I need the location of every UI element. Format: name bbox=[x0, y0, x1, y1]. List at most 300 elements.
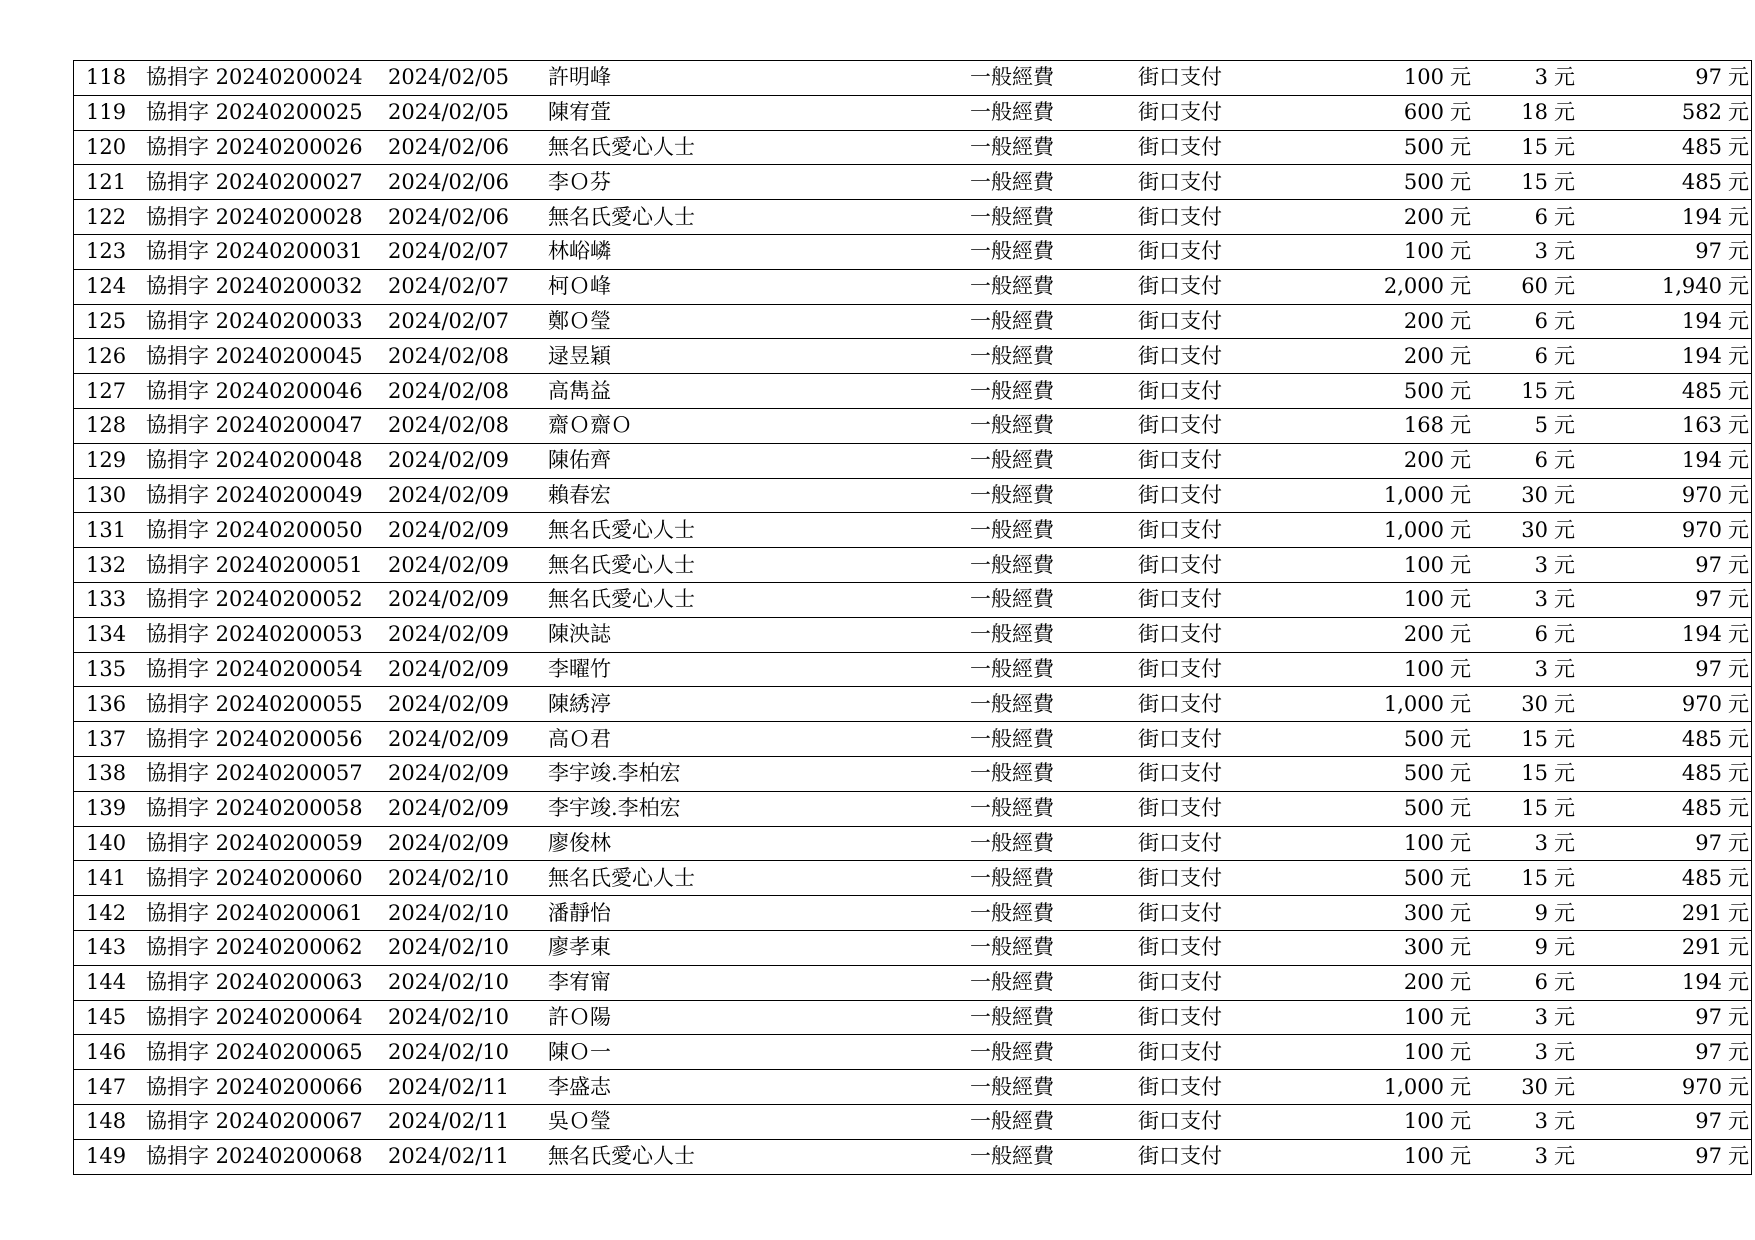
net-amount-cell bbox=[1589, 234, 1752, 269]
net-amount-cell bbox=[1589, 652, 1752, 687]
donor-name: 陳Ｏ一 bbox=[548, 1039, 611, 1064]
donation-amount-cell bbox=[1316, 478, 1486, 513]
receipt-number-cell bbox=[146, 548, 388, 583]
fund-category: 一般經費 bbox=[970, 935, 1054, 960]
donor-name-cell bbox=[548, 478, 970, 513]
currency-unit: 元 bbox=[1554, 796, 1575, 821]
payment-method-cell bbox=[1138, 234, 1316, 269]
net-amount: 485 bbox=[1681, 134, 1722, 159]
currency-unit: 元 bbox=[1728, 830, 1749, 855]
fund-category-cell bbox=[970, 687, 1138, 722]
donor-name: 無名氏愛心人士 bbox=[548, 204, 695, 229]
donation-date-cell bbox=[388, 165, 548, 200]
fee-amount: 3 bbox=[1534, 65, 1548, 90]
donation-ledger-table bbox=[73, 60, 1752, 1175]
donor-name: 陳綉渟 bbox=[548, 691, 611, 716]
donor-name: 李宇竣.李柏宏 bbox=[548, 796, 681, 821]
net-amount: 485 bbox=[1681, 796, 1722, 821]
currency-unit: 元 bbox=[1450, 587, 1471, 612]
donor-name: 許明峰 bbox=[548, 65, 611, 90]
fund-category: 一般經費 bbox=[970, 865, 1054, 890]
donation-amount: 300 bbox=[1403, 935, 1444, 960]
row-number-cell bbox=[74, 408, 147, 443]
row-number: 140 bbox=[86, 830, 127, 855]
payment-method-cell bbox=[1138, 1000, 1316, 1035]
currency-unit: 元 bbox=[1554, 900, 1575, 925]
donation-date-cell bbox=[388, 478, 548, 513]
currency-unit: 元 bbox=[1554, 1144, 1575, 1169]
fee-amount: 3 bbox=[1534, 239, 1548, 264]
donation-date-cell bbox=[388, 965, 548, 1000]
payment-method-cell bbox=[1138, 896, 1316, 931]
currency-unit: 元 bbox=[1554, 274, 1575, 299]
donation-date: 2024/02/11 bbox=[388, 1074, 510, 1099]
net-amount: 97 bbox=[1695, 1144, 1722, 1169]
donation-amount-cell bbox=[1316, 652, 1486, 687]
receipt-number-cell bbox=[146, 1070, 388, 1105]
currency-unit: 元 bbox=[1554, 134, 1575, 159]
currency-unit: 元 bbox=[1554, 65, 1575, 90]
fund-category: 一般經費 bbox=[970, 552, 1054, 577]
donation-amount-cell bbox=[1316, 408, 1486, 443]
donor-name-cell bbox=[548, 687, 970, 722]
fee-amount-cell bbox=[1486, 478, 1589, 513]
receipt-number: 協捐字 20240200032 bbox=[146, 274, 363, 299]
row-number: 130 bbox=[86, 482, 127, 507]
fund-category: 一般經費 bbox=[970, 413, 1054, 438]
payment-method-cell bbox=[1138, 826, 1316, 861]
fund-category: 一般經費 bbox=[970, 1004, 1054, 1029]
donation-date: 2024/02/09 bbox=[388, 830, 510, 855]
donor-name-cell bbox=[548, 443, 970, 478]
fee-amount: 6 bbox=[1534, 622, 1548, 647]
donation-date-cell bbox=[388, 756, 548, 791]
fund-category: 一般經費 bbox=[970, 517, 1054, 542]
donor-name-cell bbox=[548, 896, 970, 931]
receipt-number-cell bbox=[146, 408, 388, 443]
payment-method-cell bbox=[1138, 130, 1316, 165]
donation-amount-cell bbox=[1316, 374, 1486, 409]
currency-unit: 元 bbox=[1450, 1074, 1471, 1099]
net-amount-cell bbox=[1589, 304, 1752, 339]
donation-date-cell bbox=[388, 304, 548, 339]
net-amount: 970 bbox=[1681, 691, 1722, 716]
payment-method: 街口支付 bbox=[1138, 970, 1222, 995]
payment-method: 街口支付 bbox=[1138, 448, 1222, 473]
fee-amount-cell bbox=[1486, 1035, 1589, 1070]
donor-name: 無名氏愛心人士 bbox=[548, 587, 695, 612]
payment-method: 街口支付 bbox=[1138, 65, 1222, 90]
donation-date-cell bbox=[388, 582, 548, 617]
currency-unit: 元 bbox=[1728, 900, 1749, 925]
donation-date-cell bbox=[388, 791, 548, 826]
donation-amount-cell bbox=[1316, 722, 1486, 757]
receipt-number: 協捐字 20240200054 bbox=[146, 656, 363, 681]
donation-amount: 100 bbox=[1403, 239, 1444, 264]
donation-amount: 200 bbox=[1403, 448, 1444, 473]
fee-amount-cell bbox=[1486, 930, 1589, 965]
net-amount: 970 bbox=[1681, 1074, 1722, 1099]
net-amount: 97 bbox=[1695, 65, 1722, 90]
payment-method-cell bbox=[1138, 408, 1316, 443]
donor-name-cell bbox=[548, 1035, 970, 1070]
fund-category-cell bbox=[970, 234, 1138, 269]
donation-amount: 1,000 bbox=[1383, 482, 1444, 507]
fee-amount-cell bbox=[1486, 269, 1589, 304]
row-number-cell bbox=[74, 582, 147, 617]
donation-date: 2024/02/06 bbox=[388, 134, 510, 159]
payment-method: 街口支付 bbox=[1138, 308, 1222, 333]
table-row bbox=[74, 1104, 1752, 1139]
net-amount-cell bbox=[1589, 130, 1752, 165]
fee-amount-cell bbox=[1486, 1104, 1589, 1139]
donation-date: 2024/02/09 bbox=[388, 552, 510, 577]
fund-category-cell bbox=[970, 339, 1138, 374]
donation-date: 2024/02/07 bbox=[388, 308, 510, 333]
fee-amount-cell bbox=[1486, 1139, 1589, 1174]
donation-date-cell bbox=[388, 234, 548, 269]
table-row bbox=[74, 756, 1752, 791]
table-row bbox=[74, 374, 1752, 409]
currency-unit: 元 bbox=[1450, 622, 1471, 647]
currency-unit: 元 bbox=[1554, 413, 1575, 438]
net-amount: 194 bbox=[1681, 970, 1722, 995]
receipt-number-cell bbox=[146, 130, 388, 165]
row-number: 122 bbox=[86, 204, 127, 229]
currency-unit: 元 bbox=[1554, 239, 1575, 264]
donation-amount: 100 bbox=[1403, 1144, 1444, 1169]
donation-amount: 100 bbox=[1403, 830, 1444, 855]
fund-category: 一般經費 bbox=[970, 970, 1054, 995]
currency-unit: 元 bbox=[1450, 761, 1471, 786]
currency-unit: 元 bbox=[1450, 1109, 1471, 1134]
net-amount: 97 bbox=[1695, 1004, 1722, 1029]
currency-unit: 元 bbox=[1554, 378, 1575, 403]
donor-name-cell bbox=[548, 234, 970, 269]
row-number: 124 bbox=[86, 274, 127, 299]
donation-amount-cell bbox=[1316, 861, 1486, 896]
currency-unit: 元 bbox=[1728, 865, 1749, 890]
currency-unit: 元 bbox=[1728, 343, 1749, 368]
payment-method-cell bbox=[1138, 861, 1316, 896]
donation-amount-cell bbox=[1316, 165, 1486, 200]
donor-name: 潘靜怡 bbox=[548, 900, 611, 925]
net-amount-cell bbox=[1589, 478, 1752, 513]
payment-method: 街口支付 bbox=[1138, 1004, 1222, 1029]
fee-amount-cell bbox=[1486, 1000, 1589, 1035]
fee-amount-cell bbox=[1486, 896, 1589, 931]
currency-unit: 元 bbox=[1728, 1144, 1749, 1169]
donation-amount-cell bbox=[1316, 791, 1486, 826]
fund-category-cell bbox=[970, 61, 1138, 96]
row-number-cell bbox=[74, 965, 147, 1000]
donor-name-cell bbox=[548, 165, 970, 200]
row-number: 127 bbox=[86, 378, 127, 403]
currency-unit: 元 bbox=[1728, 726, 1749, 751]
donation-amount-cell bbox=[1316, 1000, 1486, 1035]
payment-method: 街口支付 bbox=[1138, 100, 1222, 125]
row-number: 133 bbox=[86, 587, 127, 612]
donation-amount: 200 bbox=[1403, 204, 1444, 229]
donor-name: 李曜竹 bbox=[548, 656, 611, 681]
fund-category: 一般經費 bbox=[970, 796, 1054, 821]
net-amount: 194 bbox=[1681, 204, 1722, 229]
receipt-number-cell bbox=[146, 513, 388, 548]
payment-method: 街口支付 bbox=[1138, 413, 1222, 438]
receipt-number: 協捐字 20240200064 bbox=[146, 1004, 363, 1029]
currency-unit: 元 bbox=[1554, 100, 1575, 125]
row-number: 128 bbox=[86, 413, 127, 438]
donor-name-cell bbox=[548, 617, 970, 652]
donation-amount-cell bbox=[1316, 304, 1486, 339]
fund-category-cell bbox=[970, 1139, 1138, 1174]
currency-unit: 元 bbox=[1728, 970, 1749, 995]
row-number-cell bbox=[74, 1104, 147, 1139]
fund-category-cell bbox=[970, 652, 1138, 687]
fee-amount-cell bbox=[1486, 722, 1589, 757]
donation-amount-cell bbox=[1316, 965, 1486, 1000]
fund-category: 一般經費 bbox=[970, 656, 1054, 681]
fee-amount: 3 bbox=[1534, 552, 1548, 577]
payment-method: 街口支付 bbox=[1138, 830, 1222, 855]
donation-amount-cell bbox=[1316, 687, 1486, 722]
payment-method-cell bbox=[1138, 548, 1316, 583]
row-number: 131 bbox=[86, 517, 127, 542]
payment-method: 街口支付 bbox=[1138, 1144, 1222, 1169]
donation-amount: 500 bbox=[1403, 169, 1444, 194]
receipt-number-cell bbox=[146, 95, 388, 130]
payment-method: 街口支付 bbox=[1138, 343, 1222, 368]
payment-method-cell bbox=[1138, 165, 1316, 200]
fund-category-cell bbox=[970, 408, 1138, 443]
row-number: 139 bbox=[86, 796, 127, 821]
payment-method-cell bbox=[1138, 200, 1316, 235]
donation-amount-cell bbox=[1316, 339, 1486, 374]
net-amount-cell bbox=[1589, 1000, 1752, 1035]
net-amount: 97 bbox=[1695, 1109, 1722, 1134]
payment-method: 街口支付 bbox=[1138, 239, 1222, 264]
fund-category: 一般經費 bbox=[970, 761, 1054, 786]
net-amount: 194 bbox=[1681, 622, 1722, 647]
donation-date: 2024/02/05 bbox=[388, 65, 510, 90]
fund-category: 一般經費 bbox=[970, 204, 1054, 229]
fund-category-cell bbox=[970, 826, 1138, 861]
donation-amount: 100 bbox=[1403, 552, 1444, 577]
currency-unit: 元 bbox=[1728, 169, 1749, 194]
donation-amount: 500 bbox=[1403, 134, 1444, 159]
donor-name-cell bbox=[548, 1070, 970, 1105]
donor-name: 林峪嶙 bbox=[548, 239, 611, 264]
payment-method: 街口支付 bbox=[1138, 204, 1222, 229]
donor-name-cell bbox=[548, 130, 970, 165]
table-row bbox=[74, 617, 1752, 652]
donor-name: 吳Ｏ瑩 bbox=[548, 1109, 611, 1134]
donor-name-cell bbox=[548, 269, 970, 304]
currency-unit: 元 bbox=[1728, 587, 1749, 612]
fee-amount: 3 bbox=[1534, 1109, 1548, 1134]
row-number: 136 bbox=[86, 691, 127, 716]
fee-amount: 5 bbox=[1534, 413, 1548, 438]
net-amount: 291 bbox=[1681, 900, 1722, 925]
currency-unit: 元 bbox=[1728, 552, 1749, 577]
fee-amount: 15 bbox=[1521, 169, 1548, 194]
donation-amount: 1,000 bbox=[1383, 517, 1444, 542]
fund-category-cell bbox=[970, 513, 1138, 548]
fee-amount-cell bbox=[1486, 826, 1589, 861]
donor-name-cell bbox=[548, 374, 970, 409]
receipt-number: 協捐字 20240200027 bbox=[146, 169, 363, 194]
receipt-number: 協捐字 20240200047 bbox=[146, 413, 363, 438]
fund-category: 一般經費 bbox=[970, 65, 1054, 90]
donation-amount-cell bbox=[1316, 95, 1486, 130]
fund-category: 一般經費 bbox=[970, 726, 1054, 751]
fee-amount-cell bbox=[1486, 200, 1589, 235]
fee-amount-cell bbox=[1486, 443, 1589, 478]
donation-date: 2024/02/11 bbox=[388, 1109, 510, 1134]
donation-amount-cell bbox=[1316, 930, 1486, 965]
fund-category-cell bbox=[970, 896, 1138, 931]
fee-amount-cell bbox=[1486, 408, 1589, 443]
receipt-number: 協捐字 20240200024 bbox=[146, 65, 363, 90]
fee-amount-cell bbox=[1486, 61, 1589, 96]
currency-unit: 元 bbox=[1450, 343, 1471, 368]
table-row bbox=[74, 896, 1752, 931]
fund-category-cell bbox=[970, 478, 1138, 513]
receipt-number-cell bbox=[146, 930, 388, 965]
donation-date: 2024/02/08 bbox=[388, 378, 510, 403]
donation-amount: 300 bbox=[1403, 900, 1444, 925]
donation-date: 2024/02/09 bbox=[388, 796, 510, 821]
table-row bbox=[74, 478, 1752, 513]
net-amount: 97 bbox=[1695, 239, 1722, 264]
donation-date: 2024/02/06 bbox=[388, 204, 510, 229]
receipt-number-cell bbox=[146, 234, 388, 269]
currency-unit: 元 bbox=[1728, 308, 1749, 333]
receipt-number-cell bbox=[146, 861, 388, 896]
donation-amount: 100 bbox=[1403, 1109, 1444, 1134]
payment-method-cell bbox=[1138, 722, 1316, 757]
fund-category: 一般經費 bbox=[970, 622, 1054, 647]
currency-unit: 元 bbox=[1450, 169, 1471, 194]
table-row bbox=[74, 304, 1752, 339]
row-number-cell bbox=[74, 791, 147, 826]
donor-name-cell bbox=[548, 513, 970, 548]
table-row bbox=[74, 513, 1752, 548]
row-number: 145 bbox=[86, 1004, 127, 1029]
net-amount: 970 bbox=[1681, 517, 1722, 542]
currency-unit: 元 bbox=[1554, 970, 1575, 995]
fund-category-cell bbox=[970, 374, 1138, 409]
fund-category-cell bbox=[970, 269, 1138, 304]
donation-date-cell bbox=[388, 443, 548, 478]
payment-method: 街口支付 bbox=[1138, 935, 1222, 960]
payment-method-cell bbox=[1138, 791, 1316, 826]
fee-amount: 18 bbox=[1521, 100, 1548, 125]
receipt-number-cell bbox=[146, 1139, 388, 1174]
donation-date-cell bbox=[388, 930, 548, 965]
payment-method-cell bbox=[1138, 339, 1316, 374]
fee-amount-cell bbox=[1486, 861, 1589, 896]
donation-amount-cell bbox=[1316, 756, 1486, 791]
payment-method-cell bbox=[1138, 1070, 1316, 1105]
fee-amount: 3 bbox=[1534, 587, 1548, 612]
donor-name: 高雋益 bbox=[548, 378, 611, 403]
fund-category-cell bbox=[970, 443, 1138, 478]
currency-unit: 元 bbox=[1728, 656, 1749, 681]
receipt-number: 協捐字 20240200055 bbox=[146, 691, 363, 716]
payment-method-cell bbox=[1138, 513, 1316, 548]
donation-amount: 1,000 bbox=[1383, 691, 1444, 716]
receipt-number: 協捐字 20240200067 bbox=[146, 1109, 363, 1134]
receipt-number-cell bbox=[146, 791, 388, 826]
fee-amount: 3 bbox=[1534, 1004, 1548, 1029]
row-number-cell bbox=[74, 130, 147, 165]
row-number-cell bbox=[74, 896, 147, 931]
net-amount: 485 bbox=[1681, 169, 1722, 194]
row-number-cell bbox=[74, 756, 147, 791]
donation-amount: 2,000 bbox=[1383, 274, 1444, 299]
currency-unit: 元 bbox=[1554, 865, 1575, 890]
donor-name-cell bbox=[548, 826, 970, 861]
table-row bbox=[74, 1000, 1752, 1035]
fee-amount: 60 bbox=[1521, 274, 1548, 299]
donation-date: 2024/02/08 bbox=[388, 343, 510, 368]
currency-unit: 元 bbox=[1554, 1004, 1575, 1029]
donation-date: 2024/02/09 bbox=[388, 448, 510, 473]
currency-unit: 元 bbox=[1554, 169, 1575, 194]
donor-name-cell bbox=[548, 95, 970, 130]
receipt-number-cell bbox=[146, 165, 388, 200]
table-row bbox=[74, 861, 1752, 896]
row-number: 125 bbox=[86, 308, 127, 333]
fund-category-cell bbox=[970, 791, 1138, 826]
net-amount-cell bbox=[1589, 582, 1752, 617]
net-amount-cell bbox=[1589, 339, 1752, 374]
donation-date: 2024/02/10 bbox=[388, 900, 510, 925]
payment-method: 街口支付 bbox=[1138, 274, 1222, 299]
donation-date: 2024/02/10 bbox=[388, 1039, 510, 1064]
fund-category-cell bbox=[970, 965, 1138, 1000]
receipt-number: 協捐字 20240200058 bbox=[146, 796, 363, 821]
row-number-cell bbox=[74, 200, 147, 235]
fee-amount: 15 bbox=[1521, 134, 1548, 159]
payment-method-cell bbox=[1138, 1104, 1316, 1139]
fund-category: 一般經費 bbox=[970, 100, 1054, 125]
receipt-number: 協捐字 20240200065 bbox=[146, 1039, 363, 1064]
row-number: 147 bbox=[86, 1074, 127, 1099]
donor-name: 無名氏愛心人士 bbox=[548, 1144, 695, 1169]
fund-category: 一般經費 bbox=[970, 1074, 1054, 1099]
donor-name: 李盛志 bbox=[548, 1074, 611, 1099]
fund-category: 一般經費 bbox=[970, 239, 1054, 264]
fund-category-cell bbox=[970, 756, 1138, 791]
receipt-number-cell bbox=[146, 687, 388, 722]
donation-amount-cell bbox=[1316, 1104, 1486, 1139]
currency-unit: 元 bbox=[1450, 935, 1471, 960]
row-number: 132 bbox=[86, 552, 127, 577]
table-row bbox=[74, 339, 1752, 374]
donation-amount-cell bbox=[1316, 1070, 1486, 1105]
payment-method-cell bbox=[1138, 1139, 1316, 1174]
currency-unit: 元 bbox=[1554, 830, 1575, 855]
currency-unit: 元 bbox=[1450, 830, 1471, 855]
donation-amount-cell bbox=[1316, 826, 1486, 861]
net-amount-cell bbox=[1589, 896, 1752, 931]
row-number: 123 bbox=[86, 239, 127, 264]
currency-unit: 元 bbox=[1728, 761, 1749, 786]
fund-category-cell bbox=[970, 165, 1138, 200]
donation-amount-cell bbox=[1316, 582, 1486, 617]
